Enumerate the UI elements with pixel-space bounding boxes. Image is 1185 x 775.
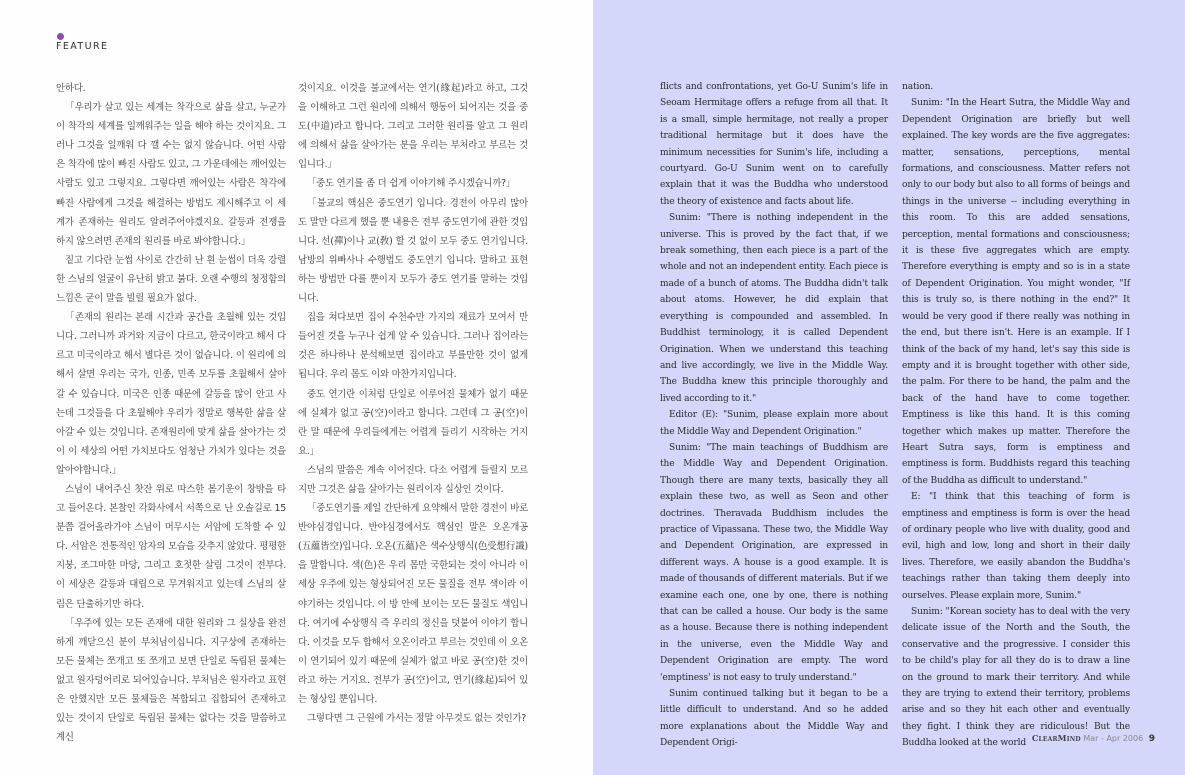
paragraph: Editor (E): "Sunim, please explain more about the Middle Way and Dependent Origination." xyxy=(660,410,888,437)
paragraph: 안하다. xyxy=(56,83,86,94)
paragraph: Sunim: "In the Heart Sutra, the Middle Way and Dependent Origination are briefly but well explained. The key words are the five aggregates: matter, sensations, perceptions, mental formations, and consciousness. Matter refers not only to our body but also to all forms of beings and things in the universe -- including everything in this room. To this are added sensations, perception, mental formations and consciousness; it is these five aggregates which are empty. Therefore everything is empty and so is in a state of Dependent Origination. You might wonder, "If this is truly so, is there nothing in the end?" It would be very good if there really was nothing in the end, but there isn't. Here is an example. If I think of the back of my hand, let's say this side is empty and it is brought together with other side, the palm. For there to be hand, the palm and the back of the hand have to come together. Emptiness is like this hand. It is this coming together which makes up matter. Therefore the Heart Sutra says, form is emptiness and emptiness is form. Buddhists regard this teaching of the Buddha as difficult to understand." xyxy=(902,98,1130,486)
paragraph: 「우리가 살고 있는 세계는 착각으로 삶을 살고, 누군가 이 착각의 세계를 일깨워주는 일을 해야 하는 것이지요. 그러나 그것을 일깨워 다 깰 수는 없지 않습니다. 어떤 사람은 착각에 많이 빠진 사람도 있고, 그 가운데에는 깨어있는 사람도 있고 그렇지요. 그렇다면 깨어있는 사람은 착각에 빠진 사람에게 그것을 해결하는 방법도 제시해주고 이 세계가 존재하는 원리도 알려주어야겠지요. 갈등과 전쟁을 하지 않으려면 존재의 원리를 바로 봐야합니다.」 xyxy=(56,102,286,247)
paragraph: nation. xyxy=(902,82,934,92)
paragraph: 짙고 기다란 눈썹 사이로 간간히 난 흰 눈썹이 더욱 강렬한 스님의 얼굴이 유난히 밝고 붉다. 오랜 수행의 청정함의 느낌은 굳이 말을 빌릴 필요가 없다. xyxy=(56,254,286,305)
paragraph: Sunim continued talking but it began to be a little difficult to understand. And so he added more explanations about the Middle Way and Dependent Origi- xyxy=(660,689,888,749)
paragraph: flicts and confrontations, yet Go-U Sunim's life in Seoam Hermitage offers a refuge from all that. It is a small, simple hermitage, not really a proper traditional hermitage but it does have the minimum necessities for Sunim's life, including a courtyard. Go-U Sunim went on to carefully explain that it was the Buddha who understood the theory of existence and facts about life. xyxy=(660,82,888,207)
paragraph: 「중도 연기를 좀 더 쉽게 이야기해 주시겠습니까?」 xyxy=(307,178,516,190)
magazine-brand: ClearMind xyxy=(1031,733,1081,743)
paragraph: Sunim: "The main teachings of Buddhism are the Middle Way and Dependent Origination. Though there are many texts, basically they all explain these two, as well as Seon and other doctrines. Theravada Buddhism includes the practice of Vipassana. These two, the Middle Way and Dependent Origination, are expressed in different ways. A house is a good example. It is made of thousands of different materials. But if we examine each one, one by one, there is nothing that can be called a house. Our body is the same as a house. Because there is nothing independent in the universe, even the Middle Way and Dependent Origination are empty. The word 'emptiness' is not easy to truly understand." xyxy=(660,442,888,683)
paragraph: Sunim: "Korean society has to deal with the very delicate issue of the North and the South, the conservative and the progressive. I consider this to be child's play for all they do is to draw a line on the ground to mark their territory. And while they are trying to extend their territory, problems arise and so they hit each other and eventually they fight. I think they are ridiculous! But the Buddha looked at the world xyxy=(902,607,1130,749)
page-number: 9 xyxy=(1148,734,1155,744)
paragraph: 중도 연기란 이처럼 단일로 이루어진 물체가 없기 때문에 실체가 없고 공(空)이라고 합니다. 그런데 그 공(空)이란 말 때문에 우리들에게는 어렵게 들리기 시작하는 거지요.」 xyxy=(298,388,528,457)
paragraph: 「중도연기를 제일 간단하게 요약해서 말한 경전이 바로 반야심경입니다. 반야심경에서도 핵심인 말은 오온개공(五蘊皆空)입니다. 오온(五蘊)은 색수상행식(色受想行識)을 말합니다. 색(色)은 우리 몸만 국한되는 것이 아니라 이 세상 우주에 있는 형상되어진 모든 물질을 전부 색이라 이야기하는 것입니다. 이 방 안에 보이는 모든 물질도 색입니다. 여기에 수상행식 즉 우리의 정신을 덧붙여 이야기 합니다. 이것을 모두 합해서 오온이라고 부르는 것인데 이 오온이 연기되어 있기 때문에 실체가 없고 바로 공(空)한 것이라고 하는 거지요. 전부가 공(空)이고, 연기(緣起)되어 있는 형상일 뿐입니다. xyxy=(298,503,528,705)
paragraph: E: "I think that this teaching of form is emptiness and emptiness is form is over the head of ordinary people who live with duality, good and evil, high and low, long and short in their daily lives. Therefore, we easily abandon the Buddha's teachings rather than taking them deeply into ourselves. Please explain more, Sunim." xyxy=(902,492,1130,601)
paragraph: 「불교의 핵심은 중도연기 입니다. 경전이 아무리 많아도 말만 다르게 했을 뿐 내용은 전부 중도연기에 관한 것입니다. 선(禪)이나 교(敎) 할 것 없이 모두 중도 연기입니다. 남방의 위빠사나 수행법도 중도연기 입니다. 말하고 표현하는 방법만 다를 뿐이지 모두가 중도 연기를 말하는 것입니다. xyxy=(298,197,528,305)
english-column-1 xyxy=(660,79,888,749)
paragraph: 스님의 말씀은 계속 이어진다. 다소 어렵게 들릴지 모르지만 그것은 삶을 살아가는 원리이자 실상인 것이다. xyxy=(298,464,528,495)
section-label: FEATURE xyxy=(56,41,109,52)
paragraph: 스님이 내어주신 찻잔 위로 따스한 봄기운이 창밖을 타고 들어온다. 본찰인 각화사에서 서쪽으로 난 오솔길로 15분쯤 걸어올라가야 스님이 머무시는 서암에 도착할 수 있다. 서암은 전통적인 암자의 모습을 갖추지 않았다. 평평한 지붕, 조그마한 마당, 그리고 호젓한 살림 그것이 전부다. 이 세상은 갈등과 대립으로 무겨워지고 있는데 스님의 살림은 단출하기만 하다. xyxy=(56,483,286,610)
paragraph: 「존재의 원리는 본래 시간과 공간을 초월해 있는 것입니다. 그러니까 과거와 지금이 다르고, 한국이라고 해서 다르고 미국이라고 해서 별다른 것이 없습니다. 이 원리에 의해서 살면 우리는 국가, 인종, 민족 모두를 초월해서 살아갈 수 있습니다. 미국은 인종 때문에 갈등을 많이 안고 사는데 그것들을 다 초월해야 우리가 정말로 행복한 삶을 살아갈 수 있는 것입니다. 존재원리에 맞게 삶을 살아가는 것이 이 세상의 어떤 가치보다도 엄청난 가치가 있다는 것을 알아야합니다.」 xyxy=(56,312,286,476)
purple-dot-icon xyxy=(57,33,64,40)
paragraph: 집을 쳐다보면 집이 수천수만 가지의 재료가 모여서 만들어진 것을 누구나 쉽게 알 수 있습니다. 그러나 집이라는 것은 하나하나 분석해보면 집이라고 부를만한 것이 없게 됩니다. 우리 몸도 이와 마찬가지입니다. xyxy=(298,312,528,381)
page-footer xyxy=(1032,733,1155,744)
paragraph: Sunim: "There is nothing independent in the universe. This is proved by the fact that, if we break something, then each piece is a part of the whole and not an independent entity. Each piece is made of a bunch of atoms. The Buddha didn't talk about atoms. However, he did explain that everything is compounded and assembled. In Buddhist terminology, it is called Dependent Origination. When we understand this teaching and live accordingly, we live in the Middle Way. The Buddha knew this principle thoroughly and lived according to it." xyxy=(660,213,888,404)
korean-column-1 xyxy=(56,79,286,744)
issue-date: Mar - Apr 2006 xyxy=(1083,734,1144,743)
korean-column-2 xyxy=(298,79,528,725)
paragraph: 그렇다면 그 근원에 가서는 정말 아무것도 없는 것인가? xyxy=(307,713,527,725)
paragraph: 「우주에 있는 모든 존재에 대한 원리와 그 실상을 완전하게 깨닫으신 분이 부처님이십니다. 지구상에 존재하는 모든 물체는 쪼개고 또 쪼개고 보면 단일로 독립된 물체는 없고 원자덩어리로 되어있습니다. 부처님은 원자라고 표현은 안했지만 모든 물체들은 복합되고 집합되어 존재하고 있는 것이지 단일로 독립된 물체는 없다는 것을 말씀하고 계신 xyxy=(56,617,286,744)
paragraph: 것이지요. 이것을 불교에서는 연기(緣起)라고 하고, 그것을 이해하고 그런 원리에 의해서 행동이 되어지는 것을 중도(中道)라고 합니다. 그리고 그러한 원리를 알고 그 원리에 의해서 삶을 살아가는 분을 우리는 부처라고 부르는 것입니다.」 xyxy=(298,83,528,171)
right-page xyxy=(593,0,1185,775)
